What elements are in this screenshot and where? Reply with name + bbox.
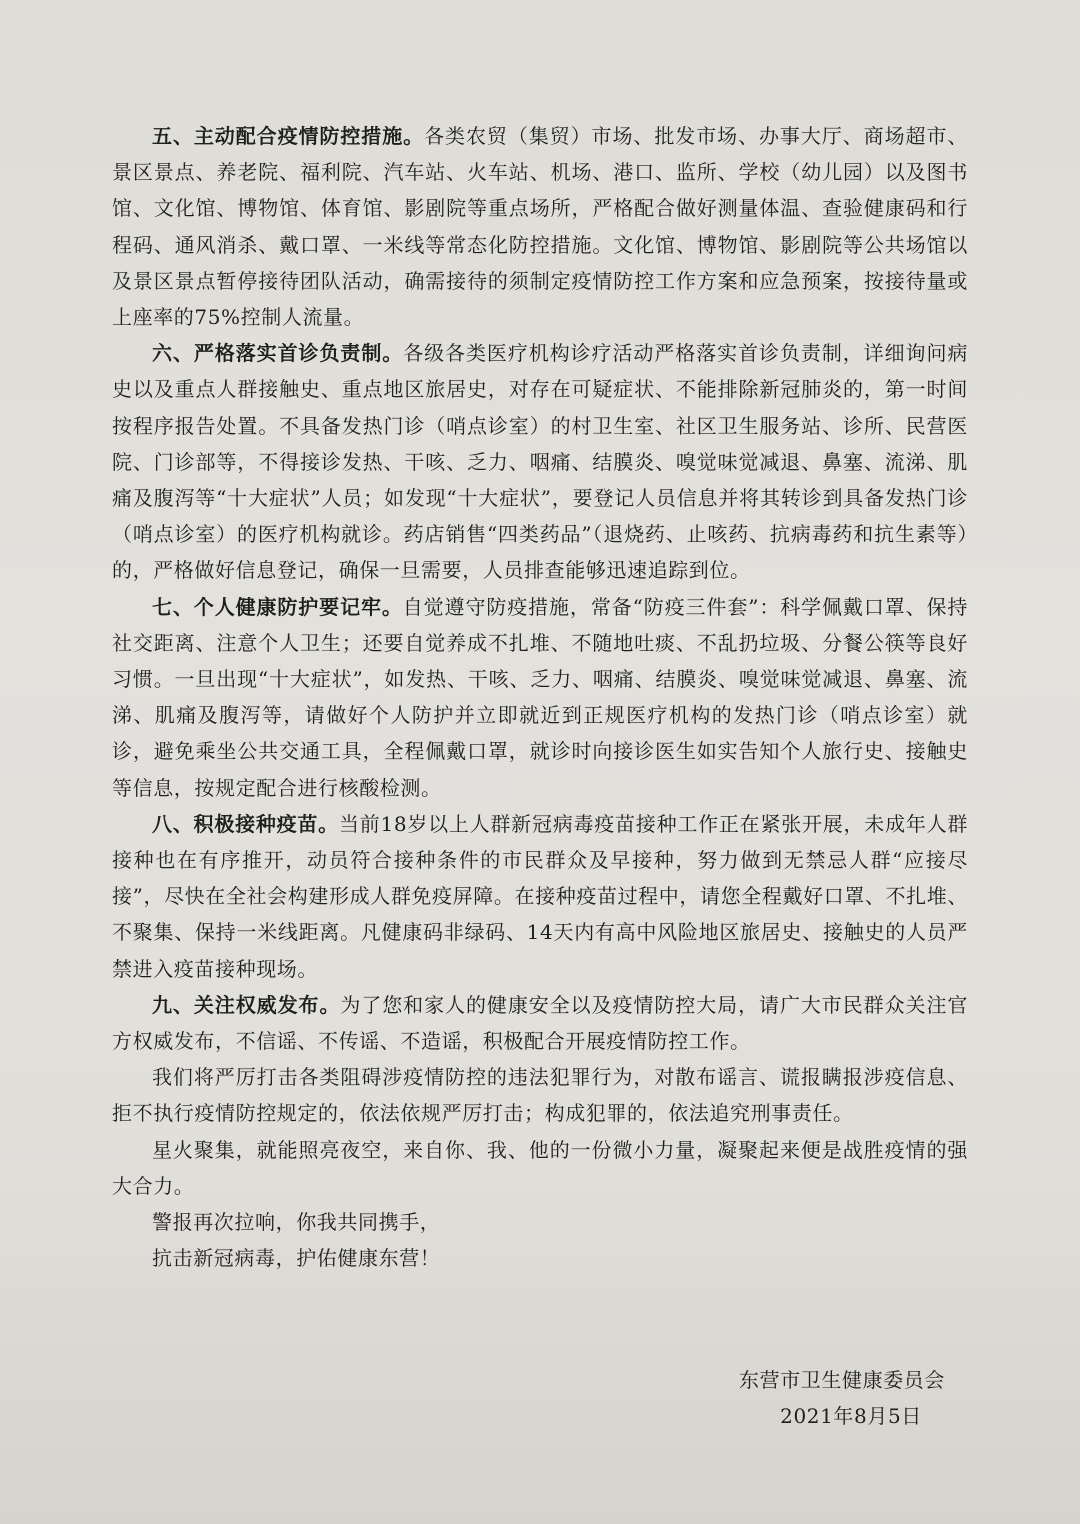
section-eight-text: 当前18岁以上人群新冠病毒疫苗接种工作正在紧张开展，未成年人群接种也在有序推开，动员符合接种条件的市民群众及早接种，努力做到无禁忌人群“应接尽接”，尽快在全社会构建形成人群免疫屏障。在接种疫苗过程中，请您全程戴好口罩、不扎堆、不聚集、保持一米线距离。凡健康码非绿码、14天内有高中风险地区旅居史、接触史的人员严禁进入疫苗接种现场。 [112, 811, 968, 981]
section-six-paragraph [112, 335, 968, 588]
section-five-paragraph [112, 118, 968, 335]
section-five-text: 各类农贸（集贸）市场、批发市场、办事大厅、商场超市、景区景点、养老院、福利院、汽车站、火车站、机场、港口、监所、学校（幼儿园）以及图书馆、文化馆、博物馆、体育馆、影剧院等重点场所，严格配合做好测量体温、查验健康码和行程码、通风消杀、戴口罩、一米线等常态化防控措施。文化馆、博物馆、影剧院等公共场馆以及景区景点暂停接待团队活动，确需接待的须制定疫情防控工作方案和应急预案，按接待量或上座率的75%控制人流量。 [112, 124, 968, 330]
issuing-organization: 东营市卫生健康委员会 [739, 1368, 945, 1392]
section-nine-paragraph [112, 987, 968, 1059]
section-seven-heading: 七、个人健康防护要记牢。 [152, 594, 403, 619]
section-six-heading: 六、严格落实首诊负责制。 [152, 341, 404, 366]
section-nine-text: 为了您和家人的健康安全以及疫情防控大局，请广大市民群众关注官方权威发布，不信谣、不传谣、不造谣，积极配合开展疫情防控工作。 [112, 992, 969, 1054]
section-six-text: 各级各类医疗机构诊疗活动严格落实首诊负责制，详细询问病史以及重点人群接触史、重点地区旅居史，对存在可疑症状、不能排除新冠肺炎的，第一时间按程序报告处置。不具备发热门诊（哨点诊室）的村卫生室、社区卫生服务站、诊所、民营医院、门诊部等，不得接诊发热、干咳、乏力、咽痛、结膜炎、嗅觉味觉减退、鼻塞、流涕、肌痛及腹泻等“十大症状”人员；如发现“十大症状”，要登记人员信息并将其转诊到具备发热门诊（哨点诊室）的医疗机构就诊。药店销售“四类药品”（退烧药、止咳药、抗病毒药和抗生素等）的，严格做好信息登记，确保一旦需要，人员排查能够迅速追踪到位。 [112, 341, 969, 583]
section-five-heading: 五、主动配合疫情防控措施。 [152, 124, 425, 148]
signature-block [739, 1362, 945, 1434]
closing-line-1: 警报再次拉响，你我共同携手， [152, 1210, 441, 1235]
section-seven-paragraph [112, 589, 968, 806]
section-eight-heading: 八、积极接种疫苗。 [152, 811, 339, 836]
enforcement-paragraph [112, 1059, 968, 1131]
enforcement-text: 我们将严厉打击各类阻碍涉疫情防控的违法犯罪行为，对散布谣言、谎报瞒报涉疫信息、拒不执行疫情防控规定的，依法依规严厉打击；构成犯罪的，依法追究刑事责任。 [112, 1065, 968, 1126]
issue-date: 2021年8月5日 [780, 1404, 922, 1428]
closing-line-2: 抗击新冠病毒，护佑健康东营！ [152, 1246, 441, 1271]
appeal-text: 星火聚集，就能照亮夜空，来自你、我、他的一份微小力量，凝聚起来便是战胜疫情的强大合力。 [112, 1137, 968, 1198]
section-eight-paragraph [112, 806, 968, 987]
section-seven-text: 自觉遵守防疫措施，常备“防疫三件套”：科学佩戴口罩、保持社交距离、注意个人卫生；还要自觉养成不扎堆、不随地吐痰、不乱扔垃圾、分餐公筷等良好习惯。一旦出现“十大症状”，如发热、干咳、乏力、咽痛、结膜炎、嗅觉味觉减退、鼻塞、流涕、肌痛及腹泻等，请做好个人防护并立即就近到正规医疗机构的发热门诊（哨点诊室）就诊，避免乘坐公共交通工具，全程佩戴口罩，就诊时向接诊医生如实告知个人旅行史、接触史等信息，按规定配合进行核酸检测。 [112, 594, 969, 800]
appeal-paragraph [112, 1132, 968, 1204]
section-nine-heading: 九、关注权威发布。 [152, 992, 341, 1017]
